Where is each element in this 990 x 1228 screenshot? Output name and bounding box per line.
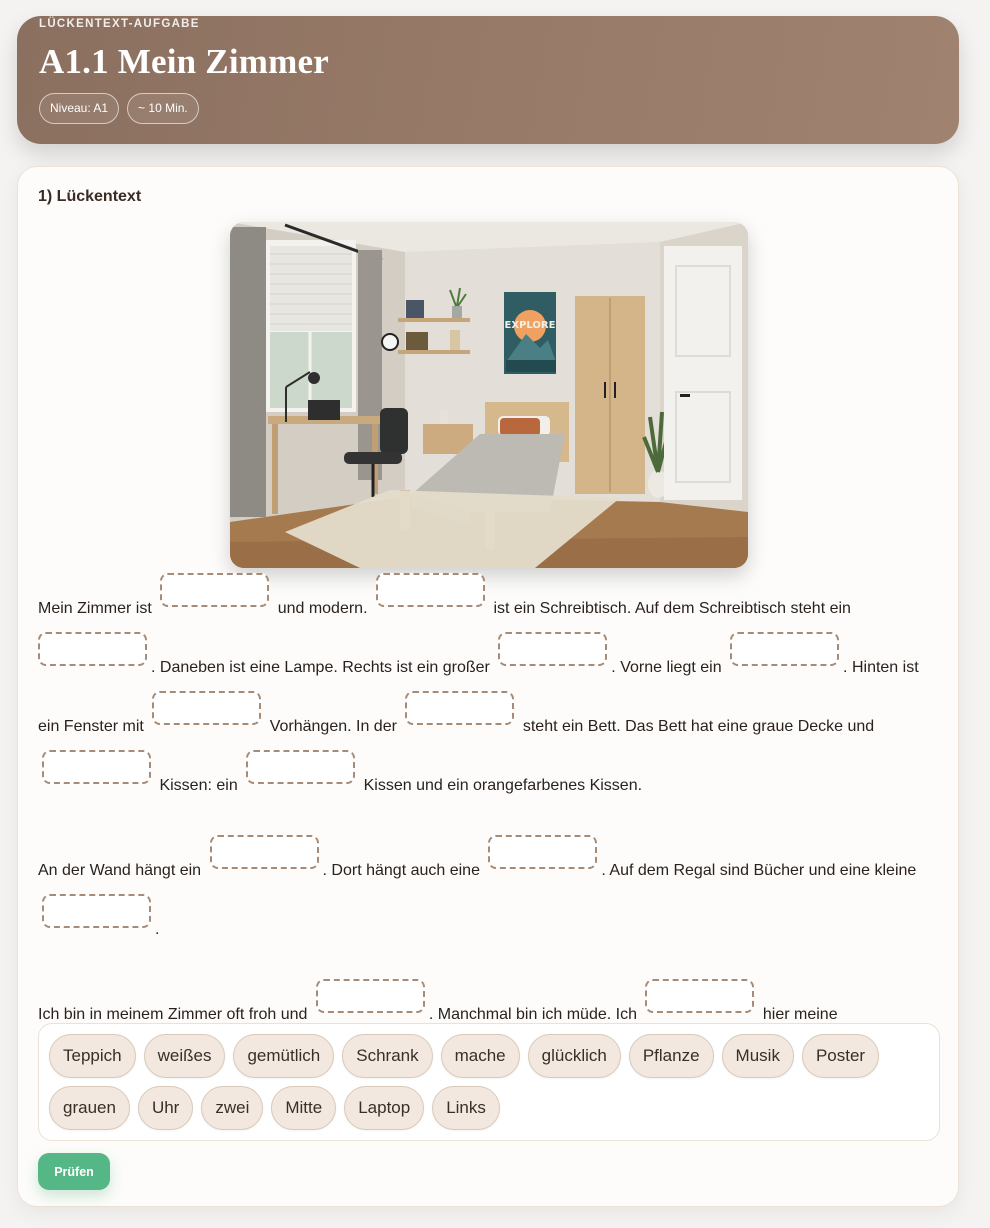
word-chip[interactable]: zwei (201, 1086, 263, 1130)
blank-10[interactable] (210, 835, 319, 869)
blank-11[interactable] (488, 835, 597, 869)
blank-6[interactable] (152, 691, 261, 725)
blank-3[interactable] (38, 632, 147, 666)
word-chip[interactable]: Laptop (344, 1086, 424, 1130)
text-segment: Kissen und ein orangefarbenes Kissen. (363, 777, 643, 794)
word-chip[interactable]: gemütlich (233, 1034, 334, 1078)
text-segment: . Daneben ist eine Lampe. Rechts ist ein großer (151, 659, 490, 676)
blank-4[interactable] (498, 632, 607, 666)
blank-13[interactable] (316, 979, 425, 1013)
exercise-header (17, 16, 959, 144)
section-title: 1) Lückentext (38, 188, 142, 205)
room-image (230, 222, 748, 568)
svg-text:EXPLORE: EXPLORE (504, 320, 556, 331)
level-badge: Niveau: A1 (39, 93, 119, 124)
text-segment: . Manchmal bin ich müde. Ich (428, 1006, 637, 1023)
text-segment: . (843, 659, 848, 676)
word-chip[interactable]: Schrank (342, 1034, 432, 1078)
word-chip[interactable]: Mitte (271, 1086, 336, 1130)
text-segment: Hinten ist ein Fenster mit (38, 659, 919, 735)
blank-5[interactable] (730, 632, 839, 666)
word-chip[interactable]: grauen (49, 1086, 130, 1130)
text-segment: hier meine (762, 1006, 838, 1023)
text-segment: Vorhängen. In der (269, 718, 397, 735)
blank-8[interactable] (42, 750, 151, 784)
word-chip[interactable]: Uhr (138, 1086, 193, 1130)
word-chip[interactable]: weißes (144, 1034, 226, 1078)
text-segment: steht ein Bett. Das Bett hat eine graue (522, 718, 794, 735)
blank-9[interactable] (246, 750, 355, 784)
meta-pills (39, 93, 199, 124)
text-segment: . Auf dem Regal sind Bücher und eine (601, 862, 871, 879)
blank-7[interactable] (405, 691, 514, 725)
text-segment: . Vorne liegt ein (611, 659, 722, 676)
word-chip[interactable]: Teppich (49, 1034, 136, 1078)
word-chip[interactable]: Links (432, 1086, 500, 1130)
text-segment: ist ein Schreibtisch. Auf dem Schreibtisch steht ein (493, 600, 851, 617)
check-button[interactable]: Prüfen (38, 1153, 110, 1190)
word-chip[interactable]: Musik (722, 1034, 794, 1078)
blank-12[interactable] (42, 894, 151, 928)
word-bank (38, 1023, 940, 1141)
text-segment: und modern. (277, 600, 368, 617)
page-title: A1.1 Mein Zimmer (39, 42, 329, 81)
word-chip[interactable]: mache (441, 1034, 520, 1078)
text-segment: . (155, 921, 160, 938)
text-segment: Decke und (797, 718, 875, 735)
text-segment: Ich bin in meinem Zimmer oft froh und (38, 1006, 308, 1023)
paragraph-1 (38, 573, 943, 809)
text-segment: kleine (874, 862, 917, 879)
text-segment: Kissen: ein (159, 777, 238, 794)
word-chip[interactable]: glücklich (528, 1034, 621, 1078)
blank-1[interactable] (160, 573, 269, 607)
paragraph-2 (38, 835, 943, 953)
duration-badge: ~ 10 Min. (127, 93, 199, 124)
exercise-type-label: LÜCKENTEXT-AUFGABE (39, 18, 200, 30)
bedroom-illustration (230, 222, 748, 568)
text-segment: An der Wand hängt ein (38, 862, 202, 879)
exercise-card (17, 166, 959, 1207)
blank-14[interactable] (645, 979, 754, 1013)
word-chip[interactable]: Pflanze (629, 1034, 714, 1078)
text-segment: . Dort hängt auch eine (322, 862, 480, 879)
blank-2[interactable] (376, 573, 485, 607)
word-chip[interactable]: Poster (802, 1034, 879, 1078)
text-segment: Mein Zimmer ist (38, 600, 152, 617)
